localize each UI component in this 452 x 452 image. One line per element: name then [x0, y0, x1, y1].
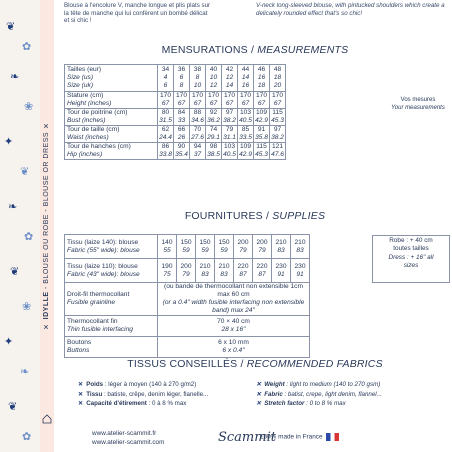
row-label: Tailles (eur) Size (us) Size (uk) [65, 65, 158, 92]
measurement-row [65, 143, 350, 160]
measurement-row [65, 109, 350, 126]
size-cell: 42 12 14 [222, 65, 238, 92]
leaf-icon: ❀ [24, 101, 34, 113]
footer [58, 428, 452, 452]
cross-icon: ✕ [78, 390, 84, 398]
row-label: Tour de hanches (cm) Hip (inches) [65, 143, 158, 160]
size-cell: 170 67 [222, 92, 238, 109]
row-label: Tour de taille (cm) Waist (inches) [65, 126, 158, 143]
size-cell: 140 55 [158, 235, 177, 259]
size-cell: 109 42.9 [255, 109, 268, 124]
size-cell: 88 34.6 [191, 109, 204, 124]
cross-icon: ✕ [78, 400, 84, 407]
size-cell: 36 6 8 [174, 65, 190, 92]
supply-row [65, 259, 310, 283]
cross-icon: ✕ [78, 381, 84, 388]
size-cell: 90 35.4 [175, 143, 188, 158]
size-cell: 230 91 [291, 259, 310, 283]
size-cell: 103 40.5 [239, 109, 252, 124]
size-cell: 150 59 [215, 235, 234, 259]
measurements-table [64, 64, 350, 160]
supply-value: 6 x 10 mm 6 x 0.4" [158, 337, 310, 358]
leaf-icon: ❦ [10, 266, 20, 278]
home-icon [42, 414, 52, 424]
floral-sidebar [0, 0, 40, 452]
measurement-row [65, 126, 350, 143]
size-cell: 170 67 [174, 92, 190, 109]
measurements-note: Vos mesures Your measurements [391, 97, 445, 111]
measurement-row [65, 65, 350, 92]
row-label: Tissu (laize 110): blouse Fabric (43" wide): blouse [65, 259, 158, 283]
size-cell: 200 79 [234, 235, 253, 259]
size-cell: 115 45.3 [271, 109, 284, 124]
measurements-title: MENSURATIONS / MEASUREMENTS [161, 44, 349, 56]
leaf-icon: ❦ [8, 401, 18, 413]
size-cell: 86 33.8 [159, 143, 172, 158]
supplies-table [64, 234, 310, 358]
cross-icon: ✕ [256, 390, 262, 398]
size-cell: 62 24.4 [159, 126, 172, 141]
size-cell: 97 38.2 [223, 109, 236, 124]
band-title: ✕ IDYLLE - BLOUSE OU ROBE - BLOUSE OR DRESS ✕ [43, 121, 50, 331]
leaf-icon: ❧ [8, 201, 18, 213]
size-cell: 46 16 18 [254, 65, 270, 92]
measurement-row [65, 92, 350, 109]
leaf-icon: ✿ [24, 231, 34, 243]
size-cell: 85 33.5 [239, 126, 252, 141]
fabrics-title: TISSUS CONSEILLÉS / RECOMMENDED FABRICS [127, 358, 383, 370]
fabric-item: ✕ Poids : léger à moyen (140 à 270 g/m2) [78, 381, 197, 388]
size-cell: 40 10 12 [206, 65, 222, 92]
supply-row [65, 235, 310, 259]
size-cell: 210 83 [291, 235, 310, 259]
supply-row [65, 316, 310, 337]
size-cell: 91 35.8 [255, 126, 268, 141]
size-cell: 74 29.1 [207, 126, 220, 141]
leaf-icon: ❧ [10, 71, 20, 83]
row-label: Tissu (laize 140): blouse Fabric (55" wide): blouse [65, 235, 158, 259]
size-cell: 97 38.2 [271, 126, 284, 141]
brand-logo: Scammit [218, 430, 276, 445]
size-cell: 103 40.5 [223, 143, 236, 158]
cross-icon: ✕ [256, 381, 262, 388]
size-cell: 170 67 [190, 92, 206, 109]
leaf-icon: ❀ [22, 301, 32, 313]
leaf-icon: ❦ [20, 166, 30, 178]
size-cell: 170 67 [254, 92, 270, 109]
size-cell: 220 87 [234, 259, 253, 283]
size-cell: 220 87 [253, 259, 272, 283]
row-label: Boutons Buttons [65, 337, 158, 358]
url-com-link[interactable]: www.atelier-scammit.com [92, 439, 165, 446]
row-label: Droit-fil thermocollant Fusible grainline [65, 283, 158, 316]
note-cell [286, 92, 350, 109]
row-label: Stature (cm) Height (inches) [65, 92, 158, 109]
size-cell: 115 45.3 [255, 143, 268, 158]
size-cell: 150 59 [196, 235, 215, 259]
supply-row [65, 283, 310, 316]
url-fr-link[interactable]: www.atelier-scammit.fr [92, 430, 157, 437]
size-cell: 150 59 [177, 235, 196, 259]
size-cell: 109 42.9 [239, 143, 252, 158]
size-cell: 170 67 [206, 92, 222, 109]
size-cell: 70 27.6 [191, 126, 204, 141]
fabric-item: ✕ Tissu : batiste, crêpe, denim léger, flanelle... [78, 390, 209, 398]
size-cell: 210 83 [215, 259, 234, 283]
supply-value: 70 × 40 cm 28 x 16" [158, 316, 310, 337]
cross-icon: ✕ [256, 400, 262, 407]
size-cell: 170 67 [238, 92, 254, 109]
size-cell: 38 8 10 [190, 65, 206, 92]
size-cell: 92 36.2 [207, 109, 220, 124]
size-cell: 98 38.5 [207, 143, 220, 158]
fabric-item: ✕ Fabric : batist, crepe, light denim, flannel... [256, 390, 382, 398]
note-cell [286, 126, 350, 143]
supply-row [65, 337, 310, 358]
fabric-item: ✕ Stretch factor : 0 to 8 % max [256, 400, 346, 407]
size-cell: 200 79 [253, 235, 272, 259]
leaf-icon: ✦ [4, 136, 14, 148]
row-label: Tour de poitrine (cm) Bust (inches) [65, 109, 158, 126]
fabrics-fr-list [78, 380, 208, 409]
note-cell [286, 109, 350, 126]
fabric-item: ✕ Capacité d'étirement : 0 à 8 % max [78, 400, 187, 407]
size-cell: 121 47.6 [271, 143, 284, 158]
size-cell: 200 79 [177, 259, 196, 283]
size-cell: 34 4 6 [158, 65, 174, 92]
france-flag-icon [326, 433, 339, 441]
leaf-icon: ❦ [6, 21, 16, 33]
fabric-item: ✕ Weight : light to medium (140 to 270 gsm) [256, 381, 381, 388]
size-cell: 170 67 [270, 92, 286, 109]
note-cell [286, 65, 350, 92]
leaf-icon: ✿ [22, 41, 32, 53]
size-cell: 66 26 [174, 126, 190, 143]
website-links [92, 429, 164, 447]
main-content [58, 0, 452, 452]
size-cell: 230 91 [272, 259, 291, 283]
intro-fr: Blouse à l'encolure V, manche longue et plis plats sur la tête de manche qui lui confèrent un bombé délicat et si chic ! [64, 2, 211, 24]
row-label: Thermocollant fin Thin fusible interfacing [65, 316, 158, 337]
leaf-icon: ✿ [22, 431, 32, 443]
made-in-france: 100% made in France [260, 433, 339, 441]
size-cell: 79 31.1 [223, 126, 236, 141]
size-cell: 210 83 [196, 259, 215, 283]
supplies-title: FOURNITURES / SUPPLIES [184, 210, 326, 222]
supply-value: (ou bande de thermocollant non extensible 1cm max 60 cm (or a 0.4" width fusible interfacing non extensible band) max 24" [158, 283, 310, 316]
size-cell: 170 67 [158, 92, 174, 109]
size-cell: 80 31.5 [159, 109, 172, 124]
fabrics-en-list [256, 380, 382, 409]
size-cell: 210 83 [272, 235, 291, 259]
leaf-icon: ✦ [4, 336, 14, 348]
size-cell: 48 18 20 [270, 65, 286, 92]
size-cell: 190 75 [158, 259, 177, 283]
leaf-icon: ❧ [20, 366, 30, 378]
size-cell: 84 33 [174, 109, 190, 126]
size-cell: 94 37 [190, 143, 206, 160]
intro-en: V-neck long-sleeved blouse, with pintucked shoulders which create a delicately rounded effect that's so chic! [256, 2, 445, 17]
supplies-note: Robe : + 40 cm toutes tailles Dress : + 16" all sizes [372, 235, 450, 283]
size-cell: 44 14 16 [238, 65, 254, 92]
side-band [40, 0, 54, 452]
note-cell [286, 143, 350, 160]
